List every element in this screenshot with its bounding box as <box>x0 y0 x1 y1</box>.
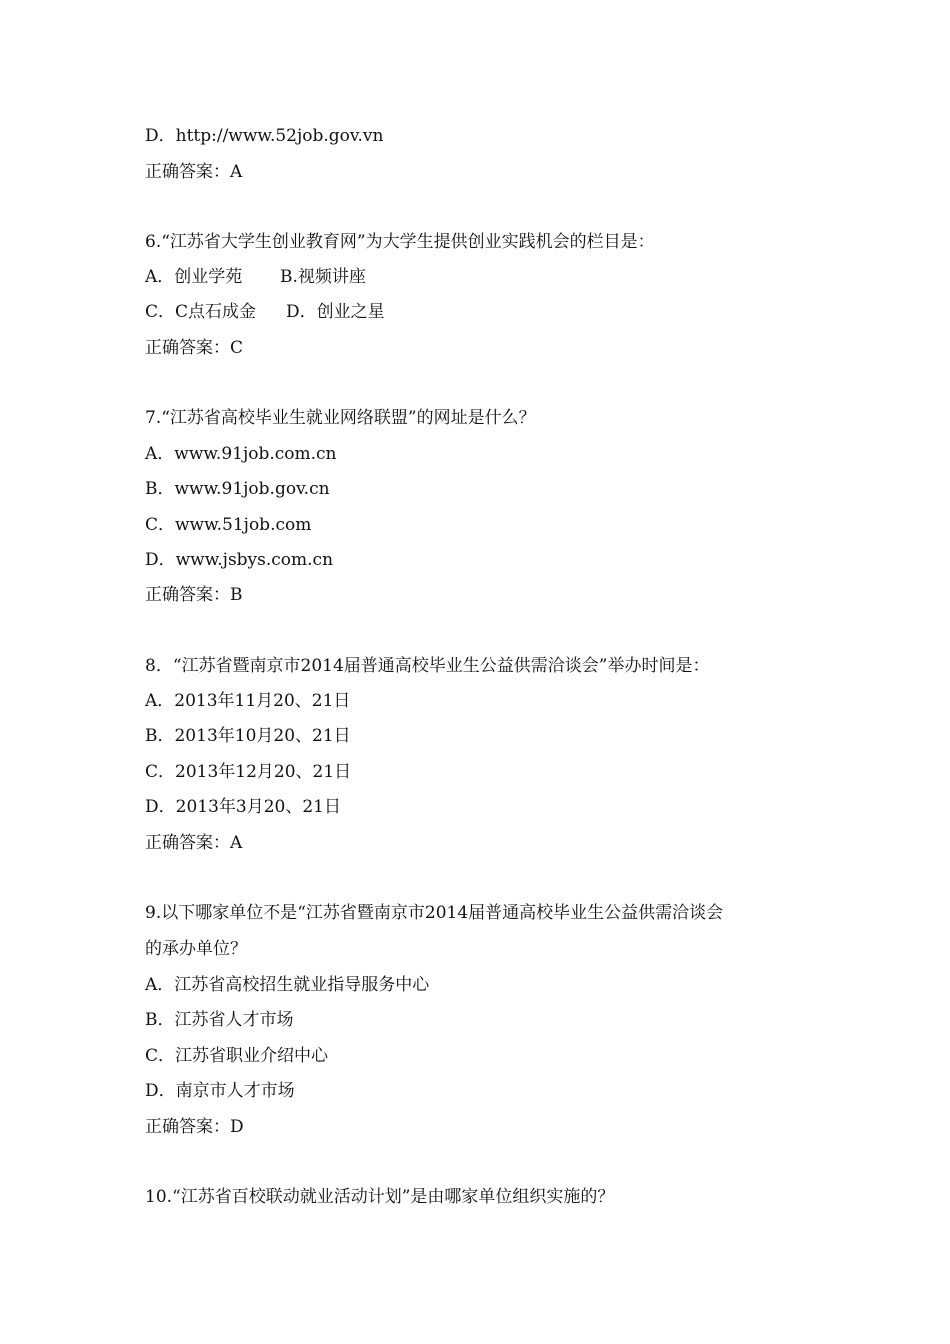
q8-option-c: C．2013年12月20、21日 <box>145 762 352 782</box>
q6-option-c: C．C点石成金 <box>145 302 257 322</box>
q6-option-a: A．创业学苑 <box>145 267 243 287</box>
q8-option-b: B．2013年10月20、21日 <box>145 726 351 746</box>
q7-option-c: C．www.51job.com <box>145 515 312 535</box>
q6-question: 6.“江苏省大学生创业教育网”为大学生提供创业实践机会的栏目是： <box>145 232 655 252</box>
q7-question: 7.“江苏省高校毕业生就业网络联盟”的网址是什么？ <box>145 408 536 428</box>
q7-option-d: D．www.jsbys.com.cn <box>145 550 334 570</box>
q9-option-b: B．江苏省人才市场 <box>145 1010 294 1030</box>
q6-answer: 正确答案：C <box>145 338 244 358</box>
q6-option-b: B.视频讲座 <box>280 267 366 287</box>
q9-option-a: A．江苏省高校招生就业指导服务中心 <box>145 975 430 995</box>
q9-option-d: D．南京市人才市场 <box>145 1081 295 1101</box>
q10-question: 10.“江苏省百校联动就业活动计划”是由哪家单位组织实施的？ <box>145 1187 615 1207</box>
q9-question-line2: 的承办单位？ <box>145 939 247 959</box>
q9-option-c: C．江苏省职业介绍中心 <box>145 1046 329 1066</box>
q8-option-a: A．2013年11月20、21日 <box>145 691 351 711</box>
q7-answer: 正确答案：B <box>145 585 243 605</box>
q8-question: 8．“江苏省暨南京市2014届普通高校毕业生公益供需洽谈会”举办时间是： <box>145 656 710 676</box>
q5-option-d: D．http://www.52job.gov.vn <box>145 126 384 146</box>
q6-option-d: D．创业之星 <box>286 302 385 322</box>
q9-answer: 正确答案：D <box>145 1117 244 1137</box>
q7-option-b: B．www.91job.gov.cn <box>145 479 330 499</box>
q9-question-line1: 9.以下哪家单位不是“江苏省暨南京市2014届普通高校毕业生公益供需洽谈会 <box>145 903 724 923</box>
q6-options-ab <box>145 265 366 289</box>
q8-option-d: D．2013年3月20、21日 <box>145 797 341 817</box>
q7-option-a: A．www.91job.com.cn <box>145 444 337 464</box>
q6-options-cd <box>145 300 385 324</box>
q5-answer: 正确答案：A <box>145 162 243 182</box>
q8-answer: 正确答案：A <box>145 833 243 853</box>
